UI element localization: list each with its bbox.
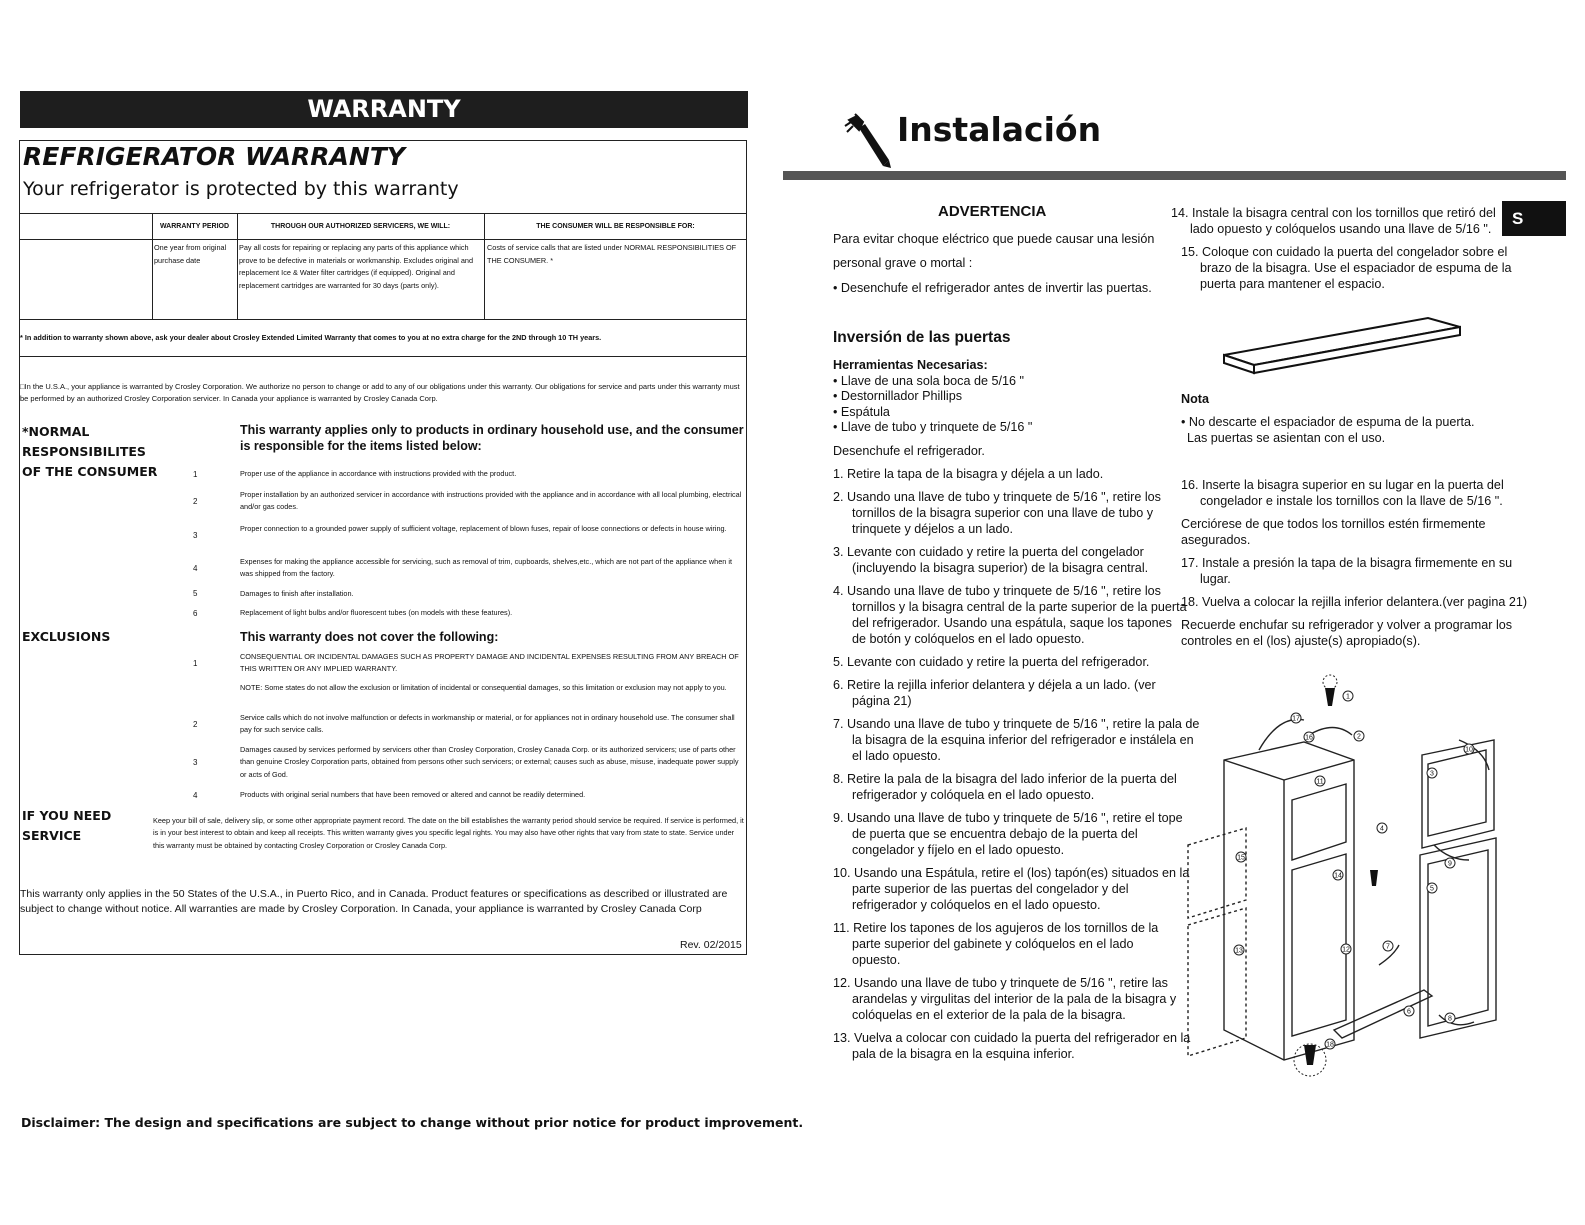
advertencia-line: personal grave o mortal : xyxy=(833,256,973,270)
callout xyxy=(1464,744,1474,754)
step: 5. Levante con cuidado y retire la puerta del refrigerador. xyxy=(833,655,1150,669)
item-number: 2 xyxy=(193,497,198,506)
nota-text: Las puertas se asientan con el uso. xyxy=(1187,431,1386,445)
callout-label: 4 xyxy=(1380,825,1384,833)
foam-spacer-illustration xyxy=(1220,313,1465,375)
callout-label: 5 xyxy=(1430,885,1434,893)
item-number: 1 xyxy=(193,470,198,479)
advertencia-line: Para evitar choque eléctrico que puede causar una lesión xyxy=(833,232,1155,246)
normal-item: Expenses for making the appliance accessible for servicing, such as removal of trim, cupboards, shelves,etc., which are not part of the appliance when it was shipped from the factory. xyxy=(240,557,732,579)
item-number: 3 xyxy=(193,531,198,540)
callout-label: 3 xyxy=(1430,770,1434,778)
cerciorese-text: Cerciórese de que todos los tornillos estén firmemente asegurados. xyxy=(1181,517,1486,547)
normal-item: Replacement of light bulbs and/or fluorescent tubes (on models with these features). xyxy=(240,608,513,617)
callout xyxy=(1383,941,1393,951)
table-cell-we-will: Pay all costs for repairing or replacing any parts of this appliance which prove to be defective in materials or workmanship. Excludes original and replacement Ice & Water filter cartridges (if equipped). Original and replacement cartridges are warranted for 30 days (parts only). xyxy=(239,243,474,290)
exclusion-note: NOTE: Some states do not allow the exclusion or limitation of incidental or consequential damages, so this limitation or exclusion may not apply to you. xyxy=(240,683,727,692)
step: 4. Usando una llave de tubo y trinquete de 5/16 ", retire los tornillos y la bisagra central de la parte superior de la puerta del refrigerador. Usando una espátula, saque los tapones de botón y colóquelos en el lado opuesto. xyxy=(833,584,1187,646)
door-reversal-diagram xyxy=(1184,660,1524,1085)
callout xyxy=(1325,1039,1335,1049)
warranty-footer-text: This warranty only applies in the 50 States of the U.S.A., in Puerto Rico, and in Canada. Product features or specifications as described or illustrated are subject to change without notice. All warranties are made by Crosley Corporation. In Canada, your appliance is warranted by Crosley Canada Corp xyxy=(20,888,728,915)
step: 2. Usando una llave de tubo y trinquete de 5/16 ", retire los tornillos de la bisagra superior con una llave de tubo y trinquete y déjelos a un lado. xyxy=(833,490,1161,536)
usa-warranty-text: □In the U.S.A., your appliance is warranted by Crosley Corporation. We authorize no person to change or add to any of our obligations under this warranty. Our obligations for service and parts under this warranty must be performed by an authorized Crosley Corporation servicer. In Canada your appliance is warranted by Crosley Canada Corp. xyxy=(20,382,740,403)
item-number: 6 xyxy=(193,609,198,618)
exclusion-item: Damages caused by services performed by servicers other than Crosley Corporation, Crosley Canada Corp. or its authorized servicers; use of parts other than genuine Crosley Corporation parts, obtained from persons other such servicers; or external; causes such as abuse, misuse, inadequate power supply or acts of God. xyxy=(240,745,739,779)
callout-label: 17 xyxy=(1292,715,1300,723)
callout-label: 2 xyxy=(1357,733,1361,741)
step: 6. Retire la rejilla inferior delantera y déjela a un lado. (ver página 21) xyxy=(833,678,1156,708)
callout xyxy=(1343,691,1353,701)
advertencia-line: • Desenchufe el refrigerador antes de invertir las puertas. xyxy=(833,281,1152,295)
callout-label: 10 xyxy=(1465,746,1473,754)
item-number: 5 xyxy=(193,589,198,598)
step: 3. Levante con cuidado y retire la puerta del congelador (incluyendo la bisagra superior) de la bisagra central. xyxy=(833,545,1149,575)
exclusion-item: Service calls which do not involve malfunction or defects in workmanship or material, or for appliances not in ordinary household use. The consumer shall pay for such service calls. xyxy=(240,713,735,735)
table-bottom-line xyxy=(19,319,747,320)
item-number: 4 xyxy=(193,564,198,573)
warranty-subtitle: Your refrigerator is protected by this warranty xyxy=(23,178,459,200)
step: 15. Coloque con cuidado la puerta del congelador sobre el brazo de la bisagra. Use el espaciador de espuma de la puerta para mantener el espacio. xyxy=(1181,245,1512,291)
normal-item: Proper use of the appliance in accordance with instructions provided with the product. xyxy=(240,469,517,478)
inversion-heading: Inversión de las puertas xyxy=(833,329,1011,346)
disclaimer: Disclaimer: The design and specifications are subject to change without prior notice for product improvement. xyxy=(21,1115,804,1130)
callout-label: 1 xyxy=(1346,693,1350,701)
table-top-line xyxy=(19,213,747,214)
normal-responsibilities-heading: This warranty applies only to products in ordinary household use, and the consumer is responsible for the items listed below: xyxy=(240,423,744,453)
table-header-consumer: THE CONSUMER WILL BE RESPONSIBLE FOR: xyxy=(536,223,695,230)
table-cell-period: One year from original purchase date xyxy=(154,243,227,265)
unplug-text: Desenchufe el refrigerador. xyxy=(833,444,985,458)
step: 9. Usando una llave de tubo y trinquete de 5/16 ", retire el tope de puerta que se encuentra debajo de la puerta del congelador y fíjelo en el lado opuesto. xyxy=(833,811,1183,857)
callout-label: 7 xyxy=(1386,943,1390,951)
callout xyxy=(1427,883,1437,893)
step: 13. Vuelva a colocar con cuidado la puerta del refrigerador en la pala de la bisagra en la esquina inferior. xyxy=(833,1031,1191,1061)
item-number: 3 xyxy=(193,758,198,767)
tool-item: • Llave de tubo y trinquete de 5/16 " xyxy=(833,420,1033,434)
callout xyxy=(1315,776,1325,786)
callout-label: 18 xyxy=(1326,1041,1334,1049)
callout xyxy=(1445,1013,1455,1023)
extended-warranty-note: * In addition to warranty shown above, ask your dealer about Crosley Extended Limited Warranty that comes to you at no extra charge for the 2ND through 10 TH years. xyxy=(20,333,602,342)
callout-label: 9 xyxy=(1448,860,1452,868)
nota-heading: Nota xyxy=(1181,392,1209,406)
table-header-period: WARRANTY PERIOD xyxy=(159,223,230,230)
callout xyxy=(1236,852,1246,862)
tools-heading: Herramientas Necesarias: xyxy=(833,358,988,372)
step: 14. Instale la bisagra central con los tornillos que retiró del lado opuesto y colóquelos usando una llave de 5/16 ". xyxy=(1171,206,1496,236)
instalacion-title: Instalación xyxy=(897,110,1102,149)
normal-responsibilities-label: *NORMAL RESPONSIBILITES OF THE CONSUMER xyxy=(22,424,158,479)
table-header-line xyxy=(19,239,747,240)
step: 12. Usando una llave de tubo y trinquete de 5/16 ", retire las arandelas y virgulitas del interior de la pala de la bisagra y colóquelas en el exterior de la pala de la bisagra. xyxy=(833,976,1177,1022)
callout xyxy=(1291,713,1301,723)
callout xyxy=(1404,1006,1414,1016)
step: 10. Usando una Espátula, retire el (los) tapón(es) situados en la parte superior de las puertas del congelador y del refrigerador y colóquelos en el lado opuesto. xyxy=(833,866,1190,912)
recuerde-text: Recuerde enchufar su refrigerador y volver a programar los controles en el (los) ajuste(s) apropiado(s). xyxy=(1181,618,1513,648)
item-number: 1 xyxy=(193,659,198,668)
callout xyxy=(1341,944,1351,954)
item-number: 4 xyxy=(193,791,198,800)
callout xyxy=(1377,823,1387,833)
callout-label: 12 xyxy=(1342,946,1350,954)
wrench-icon xyxy=(843,112,893,170)
revision-date: Rev. 02/2015 xyxy=(680,939,742,951)
exclusions-label: EXCLUSIONS xyxy=(22,629,111,644)
normal-item: Damages to finish after installation. xyxy=(240,589,354,598)
section-tab-label: S xyxy=(1512,209,1524,228)
callout-label: 11 xyxy=(1316,778,1324,786)
callout xyxy=(1427,768,1437,778)
step: 8. Retire la pala de la bisagra del lado inferior de la puerta del refrigerador y colóquela en el lado opuesto. xyxy=(833,772,1177,802)
tool-item: • Llave de una sola boca de 5/16 " xyxy=(833,374,1024,388)
callout-label: 16 xyxy=(1305,734,1313,742)
callout xyxy=(1354,731,1364,741)
advertencia-heading: ADVERTENCIA xyxy=(938,203,1047,220)
table-header-we-will: THROUGH OUR AUTHORIZED SERVICERS, WE WILL: xyxy=(270,223,451,230)
step: 18. Vuelva a colocar la rejilla inferior delantera.(ver pagina 21) xyxy=(1181,595,1528,609)
step: 16. Inserte la bisagra superior en su lugar en la puerta del congelador e instale los tornillos con la llave de 5/16 ". xyxy=(1181,478,1504,508)
exclusion-item: CONSEQUENTIAL OR INCIDENTAL DAMAGES SUCH AS PROPERTY DAMAGE AND INCIDENTAL EXPENSES RESULTING FROM ANY BREACH OF THIS WRITTEN OR ANY IMPLIED WARRANTY. xyxy=(240,652,739,674)
warranty-banner: WARRANTY xyxy=(20,91,748,128)
callout xyxy=(1445,858,1455,868)
header-rule xyxy=(783,171,1566,180)
callout-label: 8 xyxy=(1448,1015,1452,1023)
callout-label: 6 xyxy=(1407,1008,1411,1016)
normal-item: Proper installation by an authorized servicer in accordance with instructions provided with the appliance and in accordance with all local plumbing, electrical and/or gas codes. xyxy=(240,490,742,512)
callout-label: 13 xyxy=(1235,947,1243,955)
callout-label: 15 xyxy=(1237,854,1245,862)
item-number: 2 xyxy=(193,720,198,729)
exclusions-heading: This warranty does not cover the following: xyxy=(240,630,499,644)
warranty-title: REFRIGERATOR WARRANTY xyxy=(23,142,405,171)
tool-item: • Espátula xyxy=(833,405,890,419)
step: 1. Retire la tapa de la bisagra y déjela a un lado. xyxy=(833,467,1104,481)
callout xyxy=(1304,732,1314,742)
table-cell-consumer: Costs of service calls that are listed under NORMAL RESPONSIBILITIES OF THE CONSUMER. * xyxy=(487,243,737,265)
nota-text: • No descarte el espaciador de espuma de la puerta. xyxy=(1181,415,1475,429)
normal-item: Proper connection to a grounded power supply of sufficient voltage, replacement of blown fuses, repair of loose connections or defects in house wiring. xyxy=(240,524,727,533)
tool-item: • Destornillador Phillips xyxy=(833,389,962,403)
step: 11. Retire los tapones de los agujeros de los tornillos de la parte superior del gabinete y colóquelos en el lado opuesto. xyxy=(833,921,1159,967)
callout-label: 14 xyxy=(1334,872,1342,880)
step: 7. Usando una llave de tubo y trinquete de 5/16 ", retire la pala de la bisagra de la esquina inferior del refrigerador e instálela en el lado opuesto. xyxy=(833,717,1200,763)
callout xyxy=(1234,945,1244,955)
exclusion-item: Products with original serial numbers that have been removed or altered and cannot be readily determined. xyxy=(240,790,586,799)
callout xyxy=(1333,870,1343,880)
note-bottom-line xyxy=(19,356,747,357)
step: 17. Instale a presión la tapa de la bisagra firmemente en su lugar. xyxy=(1181,556,1513,586)
service-label: IF YOU NEED SERVICE xyxy=(22,808,112,843)
service-text: Keep your bill of sale, delivery slip, or some other appropriate payment record. The date on the bill establishes the warranty period should service be required. If service is performed, it is in your best interest to obtain and keep all receipts. This written warranty gives you specific legal rights. You may also have other rights that vary from state to state. Service under this warranty must be obtained by contacting Crosley Corporation or Crosley Canada Corp. xyxy=(153,816,744,850)
